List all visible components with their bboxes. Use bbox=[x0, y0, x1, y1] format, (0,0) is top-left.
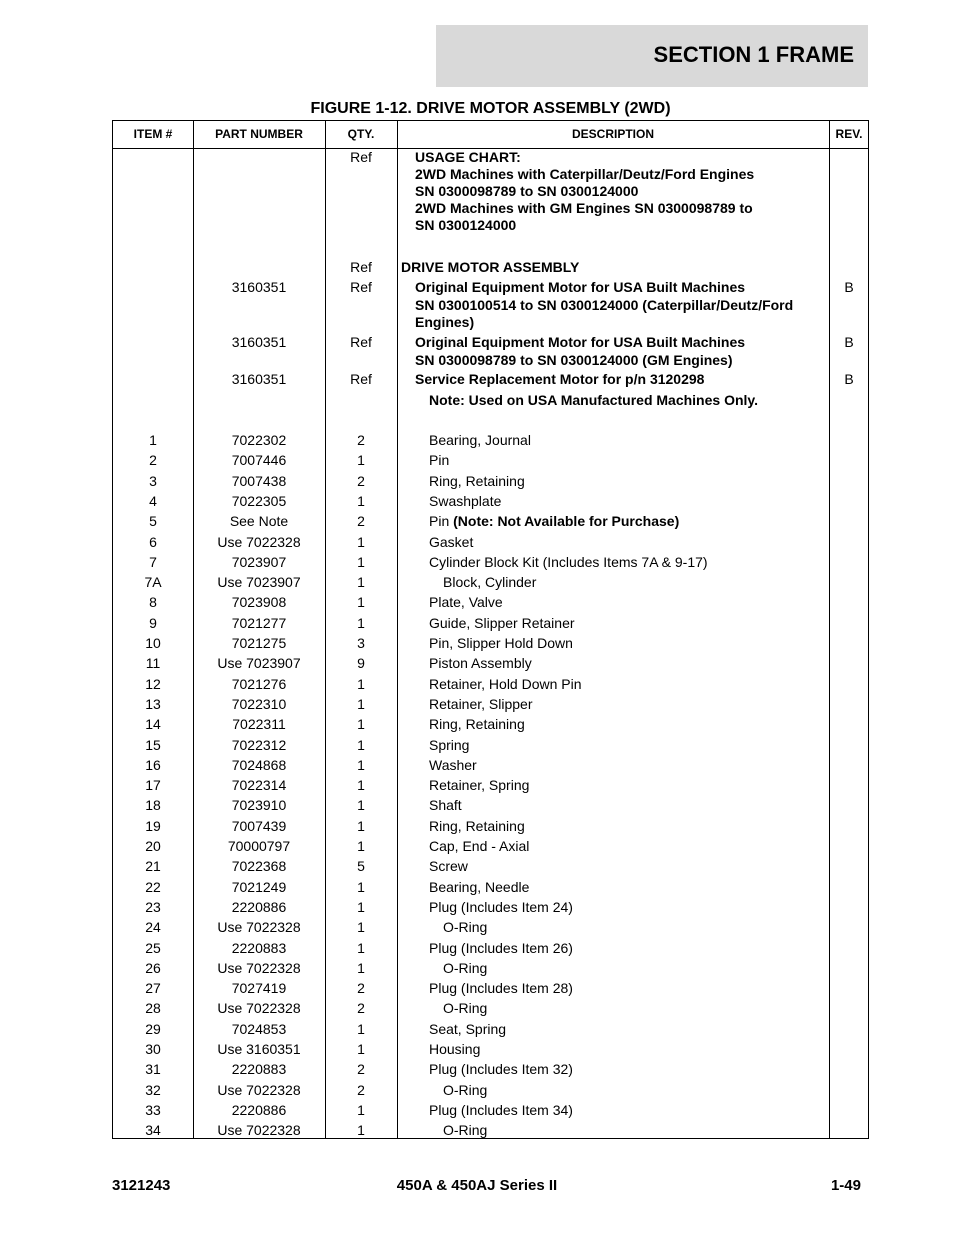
note-line: SN 0300098789 to SN 0300124000 bbox=[415, 183, 639, 199]
item-number: 24 bbox=[145, 919, 161, 936]
part-number: Use 7023907 bbox=[217, 574, 301, 591]
item-number: 21 bbox=[145, 858, 161, 875]
part-number: 2220883 bbox=[231, 939, 287, 956]
part-number: 2220883 bbox=[231, 1061, 287, 1078]
description bbox=[429, 1102, 573, 1119]
part-number: 7022302 bbox=[231, 432, 287, 448]
table-row bbox=[113, 797, 868, 817]
item-number: 17 bbox=[145, 777, 161, 794]
description bbox=[429, 635, 573, 652]
table-row bbox=[113, 777, 868, 797]
description bbox=[429, 513, 679, 530]
part-number: Use 7022328 bbox=[217, 1081, 301, 1098]
table-row bbox=[113, 1102, 868, 1122]
note-line: Service Replacement Motor for p/n 3120298 bbox=[415, 371, 705, 387]
item-number: 27 bbox=[145, 980, 161, 997]
table-row bbox=[113, 473, 868, 493]
item-number: 2 bbox=[149, 452, 157, 469]
item-number: 31 bbox=[145, 1061, 161, 1078]
header-part-number: PART NUMBER bbox=[215, 127, 303, 141]
note-line: 2WD Machines with Caterpillar/Deutz/Ford Engines bbox=[415, 166, 755, 182]
part-number: 7023910 bbox=[231, 797, 287, 814]
part-number: 7023908 bbox=[231, 594, 287, 611]
quantity: 1 bbox=[357, 878, 365, 895]
quantity: 1 bbox=[357, 1041, 365, 1057]
quantity: 1 bbox=[357, 1122, 365, 1139]
part-number: 7007438 bbox=[231, 472, 287, 489]
note-qty: Ref bbox=[350, 371, 372, 387]
footer-page-number: 1-49 bbox=[830, 1177, 861, 1194]
description bbox=[429, 696, 533, 713]
part-number: See Note bbox=[229, 513, 289, 530]
note-line: SN 0300100514 to SN 0300124000 (Caterpillar/Deutz/Ford bbox=[415, 296, 794, 313]
item-number: 6 bbox=[149, 533, 157, 550]
note-rev: B bbox=[844, 371, 854, 387]
note-rev: B bbox=[844, 334, 854, 350]
part-number: Use 7022328 bbox=[217, 1122, 301, 1139]
quantity: 1 bbox=[357, 939, 365, 956]
part-number: Use 7022328 bbox=[217, 533, 301, 550]
item-number: 4 bbox=[149, 492, 157, 509]
quantity: 1 bbox=[357, 452, 365, 469]
table-row bbox=[113, 513, 868, 533]
footer-model: 450A & 450AJ Series II bbox=[396, 1177, 558, 1194]
table-row bbox=[113, 574, 868, 594]
item-number: 28 bbox=[145, 1000, 161, 1017]
item-number: 7 bbox=[149, 553, 157, 570]
description bbox=[429, 1061, 573, 1078]
description-text: O-Ring bbox=[443, 959, 488, 976]
section-header-band bbox=[436, 25, 868, 87]
description-text: Ring, Retaining bbox=[429, 716, 525, 733]
note-qty: Ref bbox=[350, 149, 372, 165]
note-rev: B bbox=[844, 279, 854, 295]
item-number: 32 bbox=[145, 1081, 161, 1098]
description bbox=[429, 594, 503, 611]
quantity: 1 bbox=[357, 716, 365, 733]
description-text: Cylinder Block Kit (Includes Items 7A & 9-17) bbox=[429, 553, 708, 570]
part-number: 7022305 bbox=[231, 492, 287, 509]
part-number: 7021277 bbox=[231, 614, 287, 631]
quantity: 2 bbox=[357, 980, 365, 997]
note-line: DRIVE MOTOR ASSEMBLY bbox=[401, 259, 580, 275]
note-line: USAGE CHART: bbox=[415, 149, 521, 165]
table-row bbox=[113, 534, 868, 554]
table-row bbox=[113, 838, 868, 858]
quantity: 1 bbox=[357, 838, 365, 854]
part-number: 7007439 bbox=[231, 817, 287, 834]
quantity: 1 bbox=[357, 736, 365, 753]
description-text: Pin bbox=[429, 452, 450, 469]
description-text: Retainer, Slipper bbox=[429, 695, 533, 712]
description bbox=[429, 980, 573, 997]
description-text: Shaft bbox=[429, 797, 462, 814]
part-number: 7022310 bbox=[231, 695, 287, 712]
item-number: 29 bbox=[145, 1020, 161, 1037]
description-text: O-Ring bbox=[443, 1000, 488, 1017]
part-number: 2220886 bbox=[231, 898, 287, 915]
description bbox=[443, 919, 487, 936]
item-number: 30 bbox=[145, 1041, 161, 1057]
header-description: DESCRIPTION bbox=[571, 127, 654, 141]
item-number: 23 bbox=[145, 898, 161, 915]
table-row bbox=[113, 879, 868, 899]
description-text: Pin, Slipper Hold Down bbox=[429, 635, 573, 651]
quantity: 1 bbox=[357, 492, 365, 509]
quantity: 1 bbox=[357, 574, 365, 591]
description bbox=[443, 960, 487, 977]
part-number: 7022314 bbox=[231, 777, 287, 794]
description bbox=[429, 879, 529, 896]
table-row bbox=[113, 980, 868, 1000]
note-line: Original Equipment Motor for USA Built Machines bbox=[415, 334, 746, 350]
description-text: Bearing, Journal bbox=[429, 432, 531, 448]
quantity: 1 bbox=[357, 695, 365, 712]
item-number: 12 bbox=[145, 675, 161, 692]
description bbox=[443, 1000, 487, 1017]
table-row bbox=[113, 1082, 868, 1102]
table-row bbox=[113, 1122, 868, 1142]
description-text: Plug (Includes Item 28) bbox=[429, 980, 573, 997]
header-rev: REV. bbox=[835, 127, 863, 141]
description-text: Plug (Includes Item 32) bbox=[429, 1061, 573, 1078]
description-text: Seat, Spring bbox=[429, 1020, 507, 1037]
part-number: Use 3160351 bbox=[217, 1041, 301, 1057]
description bbox=[429, 676, 582, 693]
note-qty: Ref bbox=[350, 259, 372, 275]
description-text: Plug (Includes Item 24) bbox=[429, 898, 573, 915]
item-number: 16 bbox=[145, 756, 161, 773]
table-row bbox=[113, 716, 868, 736]
description-text: Piston Assembly bbox=[429, 655, 532, 672]
part-number: 7027419 bbox=[231, 980, 287, 997]
description-text: Plate, Valve bbox=[429, 594, 503, 611]
description bbox=[429, 737, 469, 754]
quantity: 1 bbox=[357, 1020, 365, 1037]
description-text: Swashplate bbox=[429, 492, 502, 509]
description bbox=[443, 574, 536, 591]
quantity: 1 bbox=[357, 777, 365, 794]
table-row bbox=[113, 493, 868, 513]
quantity: 2 bbox=[357, 1000, 365, 1017]
item-number: 26 bbox=[145, 959, 161, 976]
table-row bbox=[113, 615, 868, 635]
description bbox=[429, 899, 573, 916]
quantity: 2 bbox=[357, 1061, 365, 1078]
description-text: Block, Cylinder bbox=[443, 574, 537, 591]
description-text: O-Ring bbox=[443, 919, 488, 936]
note-part-number: 3160351 bbox=[231, 371, 287, 387]
description-text: Guide, Slipper Retainer bbox=[429, 614, 575, 631]
part-number: 7021275 bbox=[231, 635, 287, 651]
quantity: 1 bbox=[357, 959, 365, 976]
item-number: 8 bbox=[149, 594, 157, 611]
description bbox=[429, 757, 477, 774]
description bbox=[429, 615, 575, 632]
quantity: 1 bbox=[357, 756, 365, 773]
quantity: 1 bbox=[357, 898, 365, 915]
note-line: Engines) bbox=[415, 314, 475, 330]
quantity: 1 bbox=[357, 614, 365, 631]
table-row bbox=[113, 635, 868, 655]
table-row bbox=[113, 960, 868, 980]
description-text: Housing bbox=[429, 1041, 481, 1057]
description bbox=[429, 838, 529, 855]
description-text: Plug (Includes Item 26) bbox=[429, 939, 573, 956]
description bbox=[429, 818, 525, 835]
item-number: 18 bbox=[145, 797, 161, 814]
quantity: 1 bbox=[357, 594, 365, 611]
description bbox=[429, 432, 531, 449]
description-text: Plug (Includes Item 34) bbox=[429, 1101, 573, 1118]
quantity: 2 bbox=[357, 513, 365, 530]
item-number: 9 bbox=[149, 614, 157, 631]
description-text: Pin bbox=[429, 513, 454, 530]
item-number: 25 bbox=[145, 939, 161, 956]
part-number: Use 7022328 bbox=[217, 959, 301, 976]
note-line: Original Equipment Motor for USA Built Machines bbox=[415, 279, 746, 295]
part-number: 7024853 bbox=[231, 1020, 287, 1037]
note-line: SN 0300098789 to SN 0300124000 (GM Engines) bbox=[415, 351, 733, 368]
note-part-number: 3160351 bbox=[231, 279, 287, 295]
quantity: 1 bbox=[357, 675, 365, 692]
table-row bbox=[113, 432, 868, 452]
quantity: 2 bbox=[357, 1081, 365, 1098]
item-number: 34 bbox=[145, 1122, 161, 1139]
part-number: 7021276 bbox=[231, 675, 287, 692]
part-number: 7021249 bbox=[231, 878, 287, 895]
description bbox=[429, 534, 473, 551]
description-text: Gasket bbox=[429, 533, 474, 550]
description-text: Spring bbox=[429, 736, 470, 753]
item-number: 1 bbox=[149, 432, 157, 448]
item-number: 13 bbox=[145, 695, 161, 712]
header-qty: QTY. bbox=[347, 127, 375, 141]
quantity: 1 bbox=[357, 533, 365, 550]
table-row bbox=[113, 1041, 868, 1061]
table-row bbox=[113, 554, 868, 574]
item-number: 11 bbox=[145, 655, 161, 672]
note-part-number: 3160351 bbox=[231, 334, 287, 350]
note-qty: Ref bbox=[350, 334, 372, 350]
description bbox=[429, 655, 532, 672]
figure-title: FIGURE 1-12. DRIVE MOTOR ASSEMBLY (2WD) bbox=[310, 100, 671, 117]
table-row bbox=[113, 818, 868, 838]
table-row bbox=[113, 919, 868, 939]
item-number: 7A bbox=[144, 574, 162, 591]
description bbox=[429, 1021, 506, 1038]
quantity: 5 bbox=[357, 858, 365, 875]
item-number: 19 bbox=[145, 817, 161, 834]
description-text: Ring, Retaining bbox=[429, 817, 525, 834]
part-number: 7007446 bbox=[231, 452, 287, 469]
table-row bbox=[113, 452, 868, 472]
description-text: Retainer, Hold Down Pin bbox=[429, 675, 582, 692]
description bbox=[443, 1082, 487, 1099]
header-item: ITEM # bbox=[133, 127, 173, 141]
part-number: Use 7023907 bbox=[217, 655, 301, 672]
quantity: 1 bbox=[357, 797, 365, 814]
description bbox=[429, 452, 449, 469]
table-row bbox=[113, 737, 868, 757]
table-row bbox=[113, 1061, 868, 1081]
note-line: SN 0300124000 bbox=[415, 217, 517, 233]
quantity: 1 bbox=[357, 1101, 365, 1118]
description bbox=[429, 777, 529, 794]
quantity: 1 bbox=[357, 553, 365, 570]
item-number: 14 bbox=[145, 716, 161, 733]
description-text: O-Ring bbox=[443, 1081, 488, 1098]
table-row bbox=[113, 655, 868, 675]
item-number: 33 bbox=[145, 1101, 161, 1118]
description bbox=[429, 493, 501, 510]
part-number: Use 7022328 bbox=[217, 919, 301, 936]
description bbox=[429, 554, 708, 571]
table-row bbox=[113, 899, 868, 919]
table-row bbox=[113, 858, 868, 878]
part-number: 7022311 bbox=[232, 716, 286, 733]
part-number: 7022368 bbox=[231, 858, 287, 875]
table-row bbox=[113, 676, 868, 696]
part-number: 7022312 bbox=[231, 736, 287, 753]
item-number: 10 bbox=[145, 635, 161, 651]
description-text: Washer bbox=[429, 756, 477, 773]
item-number: 20 bbox=[145, 838, 161, 854]
part-number: Use 7022328 bbox=[217, 1000, 301, 1017]
table-row bbox=[113, 696, 868, 716]
parts-table bbox=[112, 120, 869, 1139]
table-row bbox=[113, 1000, 868, 1020]
description-text: Ring, Retaining bbox=[429, 472, 525, 489]
part-number: 2220886 bbox=[231, 1101, 287, 1118]
quantity: 9 bbox=[357, 655, 365, 672]
description-text: Retainer, Spring bbox=[429, 777, 530, 794]
description-text: Cap, End - Axial bbox=[429, 838, 530, 854]
item-number: 15 bbox=[145, 736, 161, 753]
note-line: Note: Used on USA Manufactured Machines Only. bbox=[429, 392, 759, 408]
description-note: (Note: Not Available for Purchase) bbox=[453, 513, 680, 530]
table-row bbox=[113, 757, 868, 777]
quantity: 1 bbox=[357, 817, 365, 834]
table-row bbox=[113, 594, 868, 614]
quantity: 3 bbox=[357, 635, 365, 651]
note-line: 2WD Machines with GM Engines SN 0300098789 to bbox=[415, 200, 753, 216]
part-number: 7024868 bbox=[231, 756, 287, 773]
table-row bbox=[113, 1021, 868, 1041]
description bbox=[429, 940, 573, 957]
description-text: Bearing, Needle bbox=[429, 878, 530, 895]
item-number: 22 bbox=[145, 878, 161, 895]
description bbox=[429, 858, 468, 875]
item-number: 3 bbox=[149, 472, 157, 489]
description bbox=[443, 1122, 487, 1139]
quantity: 1 bbox=[357, 919, 365, 936]
item-number: 5 bbox=[149, 513, 157, 530]
note-qty: Ref bbox=[350, 279, 372, 295]
quantity: 2 bbox=[357, 472, 365, 489]
description bbox=[429, 797, 462, 814]
part-number: 70000797 bbox=[227, 838, 291, 854]
description bbox=[429, 716, 525, 733]
description bbox=[429, 473, 525, 490]
description-text: Screw bbox=[429, 858, 468, 875]
footer-doc-number: 3121243 bbox=[112, 1177, 171, 1194]
table-row bbox=[113, 940, 868, 960]
quantity: 2 bbox=[357, 432, 365, 448]
description bbox=[429, 1041, 480, 1058]
section-title: SECTION 1 FRAME bbox=[653, 42, 854, 67]
description-text: O-Ring bbox=[443, 1122, 488, 1139]
part-number: 7023907 bbox=[231, 553, 287, 570]
